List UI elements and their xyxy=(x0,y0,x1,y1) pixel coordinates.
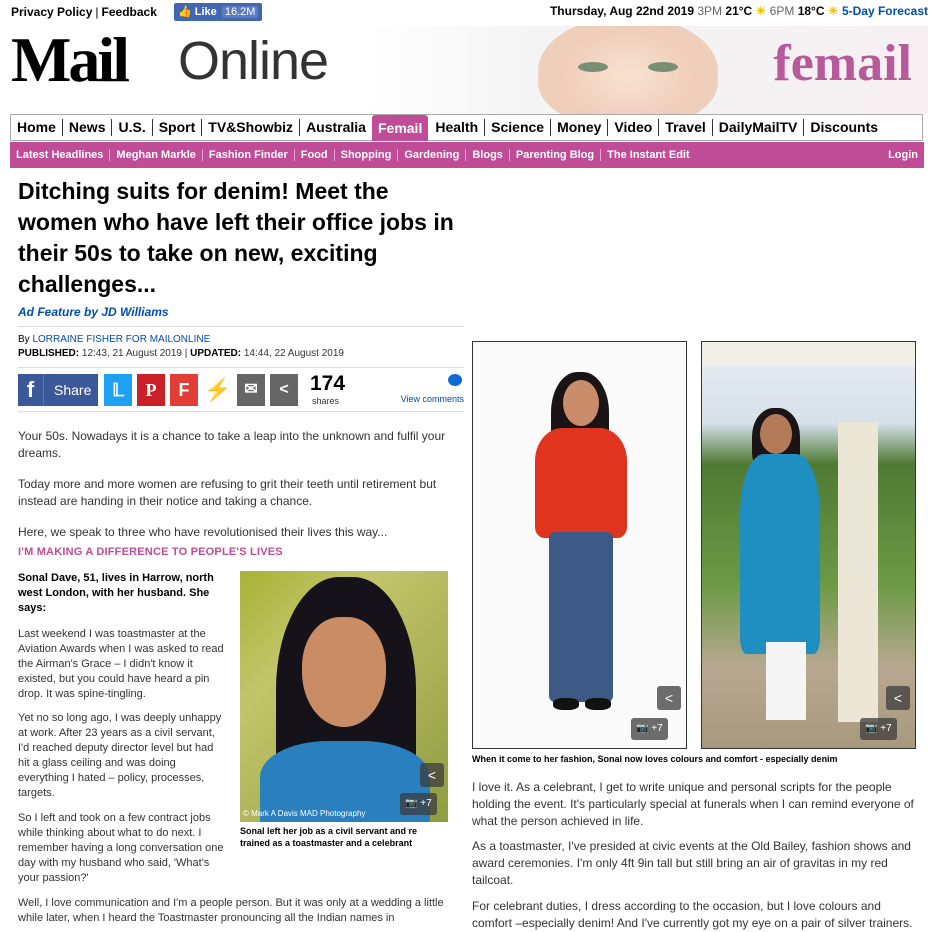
femail-logo[interactable]: femail xyxy=(773,35,912,92)
login-link[interactable]: Login xyxy=(888,149,918,161)
comment-bubble-icon[interactable] xyxy=(448,374,462,386)
publish-dates: PUBLISHED: 12:43, 21 August 2019 | UPDATED: 14:44, 22 August 2019 xyxy=(18,348,344,359)
masthead xyxy=(8,26,924,114)
facebook-like-button[interactable] xyxy=(174,3,262,21)
paragraph: Here, we speak to three who have revolutionised their lives this way... xyxy=(18,525,388,539)
nav-femail[interactable]: Femail xyxy=(372,115,428,141)
paragraph: Yet no so long ago, I was deeply unhappy at work. After 23 years as a civil servant, I'd reached deputy director level but had hit a glass ceiling and was doing everything I hated – policy, processes, targets. xyxy=(18,712,222,799)
photo-shape xyxy=(702,342,916,366)
subnav-gardening[interactable]: Gardening xyxy=(398,149,466,161)
camera-icon: 📷 xyxy=(405,798,418,809)
shares-label: shares xyxy=(312,396,340,406)
gallery-badge[interactable] xyxy=(631,718,668,740)
nav-science[interactable]: Science xyxy=(485,119,551,136)
nav-news[interactable]: News xyxy=(63,119,113,136)
main-nav xyxy=(10,114,923,141)
paragraph: For celebrant duties, I dress according to the occasion, but I love colours and comfort –especially denim! And I've currently got my eye on a pair of silver trainers. xyxy=(472,899,913,930)
weather-time-2: 6PM xyxy=(769,4,795,18)
nav-video[interactable]: Video xyxy=(608,119,659,136)
share-icon[interactable]: < xyxy=(420,763,444,787)
published-label: PUBLISHED: xyxy=(18,348,80,359)
share-label: Share xyxy=(54,382,92,398)
byline-by: By xyxy=(18,334,30,345)
updated-date: 14:44, 22 August 2019 xyxy=(243,348,344,359)
date-text: Thursday, Aug 22nd 2019 xyxy=(549,4,695,18)
facebook-icon: f xyxy=(18,374,44,406)
thumbs-up-icon: 👍 xyxy=(178,6,192,18)
top-links xyxy=(11,5,157,19)
privacy-policy-link[interactable]: Privacy Policy xyxy=(11,5,93,19)
sun-icon: ☀ xyxy=(755,4,767,18)
facebook-share-button[interactable] xyxy=(18,374,98,406)
share-bar xyxy=(18,372,464,408)
more-share-icon[interactable]: < xyxy=(270,374,298,406)
photo-shape xyxy=(563,380,599,426)
author-link[interactable]: LORRAINE FISHER FOR MAILONLINE xyxy=(32,334,211,345)
updated-label: UPDATED: xyxy=(190,348,242,359)
mail-logo[interactable]: Mail xyxy=(11,24,127,95)
photo-shape xyxy=(535,428,627,538)
weather-temp-1: 21°C xyxy=(725,4,753,18)
nav-dailymailtv[interactable]: DailyMailTV xyxy=(713,119,805,136)
fashion-photo[interactable] xyxy=(472,341,687,749)
nav-health[interactable]: Health xyxy=(429,119,485,136)
photo-count: +7 xyxy=(651,723,663,734)
camera-icon: 📷 xyxy=(865,723,878,734)
section-subheading: I'M MAKING A DIFFERENCE TO PEOPLE'S LIVES xyxy=(18,546,283,558)
like-label: Like xyxy=(194,6,217,18)
share-count: 174 xyxy=(310,372,346,395)
divider xyxy=(18,326,464,327)
photo-shape xyxy=(549,532,613,702)
photo-caption: Sonal left her job as a civil servant and re trained as a toastmaster and a celebrant xyxy=(240,826,418,848)
gallery-badge[interactable] xyxy=(860,718,897,740)
photo-shape xyxy=(766,642,806,720)
photo-credit: © Mark A Davis MAD Photography xyxy=(243,809,366,818)
paragraph: So I left and took on a few contract jobs while thinking about what to do next. I remember having a long conversation one day with my husband who said, 'What's your passion?' xyxy=(18,812,224,884)
photo-shape xyxy=(585,698,611,710)
pinterest-share-icon[interactable]: P xyxy=(137,374,165,406)
flipboard-share-icon[interactable]: F xyxy=(170,374,198,406)
banner-face-image xyxy=(538,26,718,114)
twitter-share-icon[interactable]: 𝕃 xyxy=(104,374,132,406)
nav-australia[interactable]: Australia xyxy=(306,119,366,135)
nav-tv-showbiz[interactable]: TV&Showbiz xyxy=(202,119,300,136)
femail-subnav xyxy=(10,142,924,168)
sun-icon: ☀ xyxy=(827,4,839,18)
messenger-share-icon[interactable]: ⚡ xyxy=(204,377,232,402)
like-count: 16.2M xyxy=(222,6,259,18)
photo-shape xyxy=(553,698,579,710)
photo-shape xyxy=(740,454,820,654)
share-icon[interactable]: < xyxy=(886,686,910,710)
published-date: 12:43, 21 August 2019 xyxy=(81,348,182,359)
paragraph: As a toastmaster, I've presided at civic events at the Old Bailey, fashion shows and award ceremonies. I'm only 4ft 9in tall but still bring an air of gravitas in my red tailcoat. xyxy=(472,839,911,887)
five-day-forecast-link[interactable]: 5-Day Forecast xyxy=(841,4,928,18)
subnav-latest-headlines[interactable]: Latest Headlines xyxy=(10,149,110,161)
article-headline: Ditching suits for denim! Meet the women who have left their office jobs in their 50s to take on new, exciting challenges... xyxy=(18,178,454,297)
feedback-link[interactable]: Feedback xyxy=(101,5,157,19)
subnav-blogs[interactable]: Blogs xyxy=(466,149,510,161)
subnav-shopping[interactable]: Shopping xyxy=(335,149,399,161)
paragraph: Well, I love communication and I'm a people person. But it was only at a wedding a little while later, when I heard the Toastmaster pronouncing all the Indian names in xyxy=(18,897,444,924)
separator: | xyxy=(95,5,99,19)
online-logo[interactable]: Online xyxy=(178,31,329,91)
weather-temp-2: 18°C xyxy=(797,4,825,18)
portrait-photo[interactable] xyxy=(240,571,448,822)
celebrant-photo[interactable] xyxy=(701,341,916,749)
nav-home[interactable]: Home xyxy=(11,119,63,136)
share-icon[interactable]: < xyxy=(657,686,681,710)
paragraph: I love it. As a celebrant, I get to write unique and personal scripts for the people holding the event. It's particularly special at funerals when I can remind everyone of what the person achieved in life. xyxy=(472,780,914,828)
paragraph: Last weekend I was toastmaster at the Aviation Awards when I was asked to read the Airman's Grace – I didn't know it existed, but you could have heard a pin drop. It was spine-tingling. xyxy=(18,628,224,700)
nav-sport[interactable]: Sport xyxy=(153,119,203,136)
photo-shape xyxy=(838,422,878,722)
eye-shape xyxy=(648,62,678,72)
ad-feature-label[interactable]: Ad Feature by JD Williams xyxy=(18,305,169,319)
nav-travel[interactable]: Travel xyxy=(659,119,712,136)
camera-icon: 📷 xyxy=(636,723,649,734)
subnav-parenting-blog[interactable]: Parenting Blog xyxy=(510,149,601,161)
view-comments-link[interactable]: View comments xyxy=(400,394,464,404)
gallery-badge[interactable] xyxy=(400,793,437,815)
paragraph: Your 50s. Nowadays it is a chance to take a leap into the unknown and fulfil your dreams. xyxy=(18,429,446,460)
divider xyxy=(18,411,464,412)
paragraph: Today more and more women are refusing to grit their teeth until retirement but instead are handing in their notice and taking a chance. xyxy=(18,477,437,508)
nav-us[interactable]: U.S. xyxy=(112,119,152,136)
photo-caption: When it come to her fashion, Sonal now loves colours and comfort - especially denim xyxy=(472,754,838,764)
photo-shape xyxy=(760,414,792,454)
eye-shape xyxy=(578,62,608,72)
divider xyxy=(18,367,464,368)
subnav-meghan-markle[interactable]: Meghan Markle xyxy=(110,149,202,161)
photo-count: +7 xyxy=(420,798,432,809)
photo-shape xyxy=(302,617,386,727)
subnav-food[interactable]: Food xyxy=(295,149,335,161)
subnav-instant-edit[interactable]: The Instant Edit xyxy=(607,149,690,161)
subnav-fashion-finder[interactable]: Fashion Finder xyxy=(203,149,295,161)
email-share-icon[interactable]: ✉ xyxy=(237,374,265,406)
top-bar xyxy=(0,0,932,24)
nav-discounts[interactable]: Discounts xyxy=(810,119,879,135)
byline xyxy=(18,334,210,345)
photo-count: +7 xyxy=(880,723,892,734)
femail-banner xyxy=(368,26,928,114)
weather-time-1: 3PM xyxy=(697,4,723,18)
nav-money[interactable]: Money xyxy=(551,119,608,136)
weather-bar xyxy=(550,4,928,18)
intro-paragraph: Sonal Dave, 51, lives in Harrow, north west London, with her husband. She says: xyxy=(18,572,214,614)
